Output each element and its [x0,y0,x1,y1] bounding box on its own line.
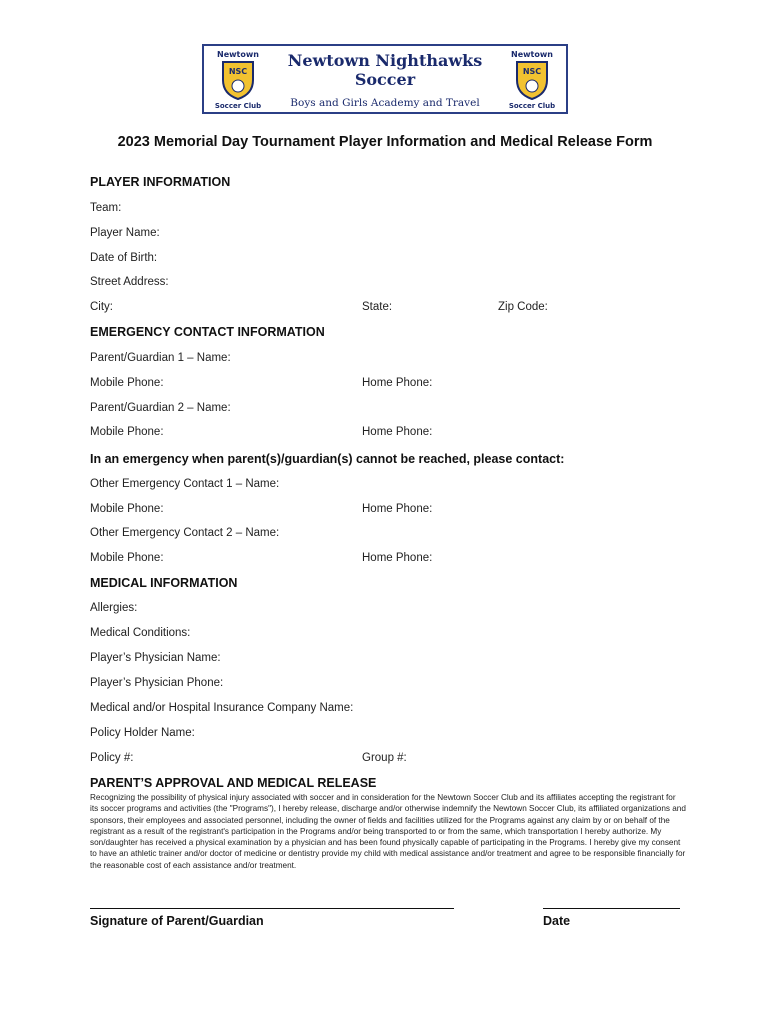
physician-name-field[interactable]: Player’s Physician Name: [90,652,221,664]
guardian1-mobile-field[interactable]: Mobile Phone: [90,377,164,389]
group-number-field[interactable]: Group #: [362,752,407,764]
club-name [274,51,496,89]
other-contact1-name-field[interactable]: Other Emergency Contact 1 – Name: [90,478,280,490]
guardian2-name-field[interactable]: Parent/Guardian 2 – Name: [90,402,231,414]
state-field[interactable]: State: [362,301,393,313]
club-logo-left [210,50,266,110]
form-title: 2023 Memorial Day Tournament Player Information and Medical Release Form [117,134,653,150]
insurance-company-field[interactable]: Medical and/or Hospital Insurance Company Name: [90,702,354,714]
date-label: Date [543,914,571,928]
player-name-field[interactable]: Player Name: [90,227,160,239]
logo-top-text: Newtown [511,50,553,59]
signature-label: Signature of Parent/Guardian [90,914,264,928]
club-subtitle: Boys and Girls Academy and Travel [290,97,480,109]
guardian1-name-field[interactable]: Parent/Guardian 1 – Name: [90,352,231,364]
guardian1-home-field[interactable]: Home Phone: [362,377,433,389]
club-banner [202,44,568,114]
date-of-birth-field[interactable]: Date of Birth: [90,252,158,264]
policy-holder-field[interactable]: Policy Holder Name: [90,727,195,739]
other-contact1-mobile-field[interactable]: Mobile Phone: [90,503,164,515]
emergency-contact-heading: EMERGENCY CONTACT INFORMATION [90,325,325,339]
policy-number-field[interactable]: Policy #: [90,752,134,764]
physician-phone-field[interactable]: Player’s Physician Phone: [90,677,224,689]
shield-icon [221,60,255,100]
medical-conditions-field[interactable]: Medical Conditions: [90,627,191,639]
city-field[interactable]: City: [90,301,113,313]
player-info-heading: PLAYER INFORMATION [90,175,231,189]
other-contact2-home-field[interactable]: Home Phone: [362,552,433,564]
logo-badge-text: NSC [228,67,248,76]
team-field[interactable]: Team: [90,202,122,214]
shield-icon [515,60,549,100]
release-heading: PARENT’S APPROVAL AND MEDICAL RELEASE [90,776,377,790]
street-address-field[interactable]: Street Address: [90,276,169,288]
allergies-field[interactable]: Allergies: [90,602,138,614]
club-logo-right [504,50,560,110]
zip-code-field[interactable]: Zip Code: [498,301,548,313]
medical-info-heading: MEDICAL INFORMATION [90,576,238,590]
guardian2-home-field[interactable]: Home Phone: [362,426,433,438]
other-contact2-mobile-field[interactable]: Mobile Phone: [90,552,164,564]
alternate-contact-heading: In an emergency when parent(s)/guardian(s) cannot be reached, please contact: [90,452,565,466]
date-line[interactable] [543,908,680,909]
club-name-line2: Soccer [354,70,416,89]
guardian2-mobile-field[interactable]: Mobile Phone: [90,426,164,438]
club-name-line1: Newtown Nighthawks [287,51,483,70]
logo-bottom-text: Soccer Club [508,102,556,110]
logo-bottom-text: Soccer Club [214,102,262,110]
logo-badge-text: NSC [522,67,542,76]
other-contact1-home-field[interactable]: Home Phone: [362,503,433,515]
release-text: Recognizing the possibility of physical injury associated with soccer and in consideration for the Newtown Soccer Club and its affiliates accepting the registrant for its soccer programs and activities (the "Programs"), I hereby release, discharge and/or otherwise indemnify the Newtown Soccer Club, its affiliated organizations and sponsors, their employees and associated personnel, including the owner of fields and facilities utilized for the Programs against any claim by or on behalf of the registrant as a result of the registrant's participation in the Programs and/or being transported to or from the same, which transportation I hereby authorize. My son/daughter has received a physical examination by a physician and has been found physically capable of participating in the Programs. I hereby give my consent to have an athletic trainer and/or doctor of medicine or dentistry provide my child with medical assistance and/or treatment and agree to be responsible financially for the reasonable cost of each assistance and/or treatment. [90,793,686,870]
signature-line[interactable] [90,908,454,909]
logo-top-text: Newtown [217,50,259,59]
other-contact2-name-field[interactable]: Other Emergency Contact 2 – Name: [90,527,280,539]
